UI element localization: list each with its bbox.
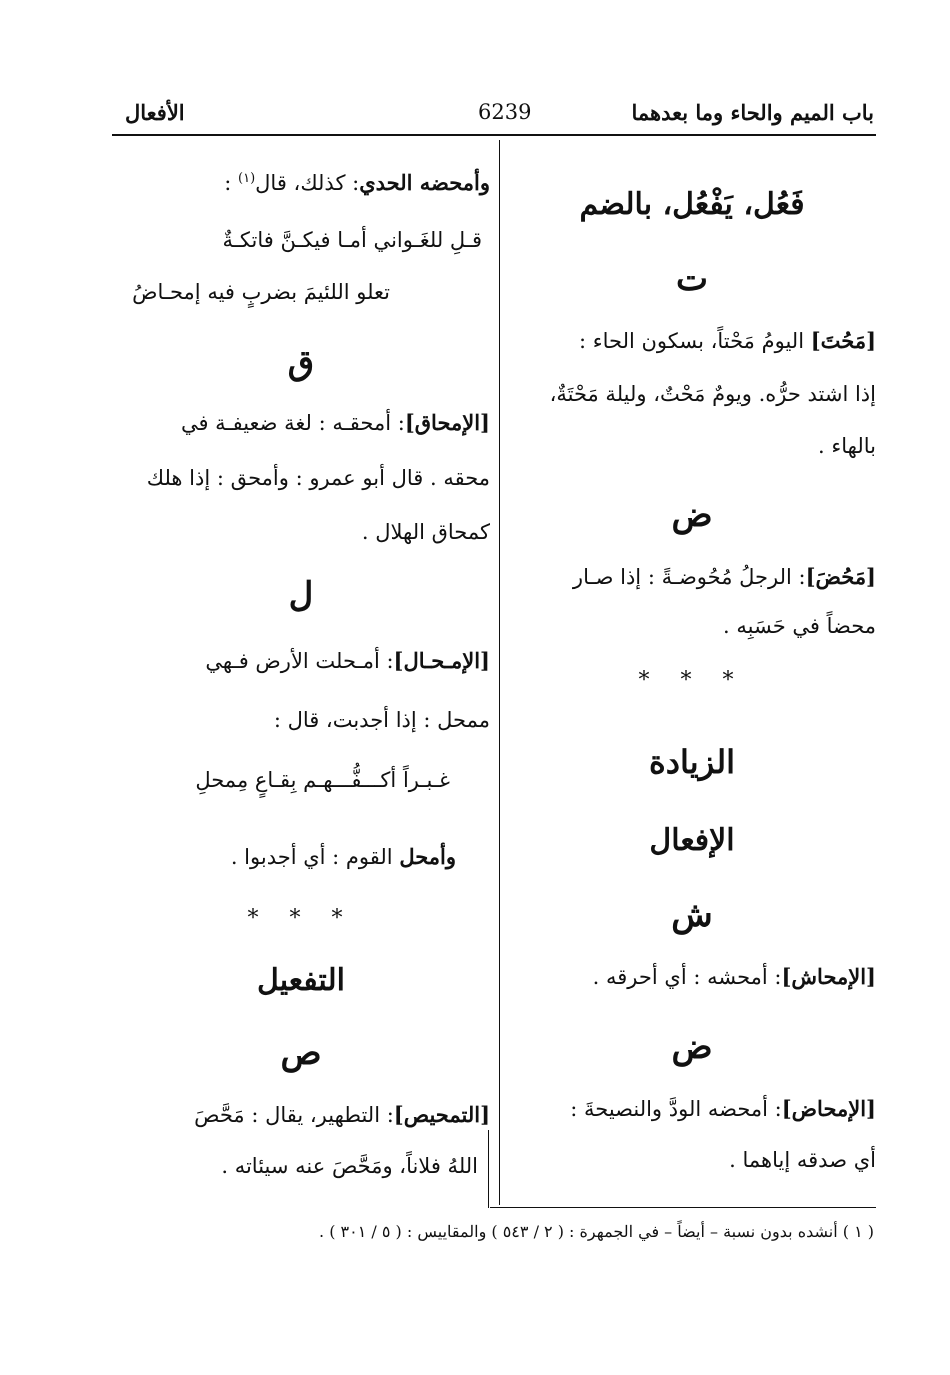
letter-heading-d: ض <box>671 1027 713 1067</box>
entry-headword: [الإمـحـال] <box>393 648 490 673</box>
footnote-ref: (١) <box>238 171 256 186</box>
entry-imhash: [الإمحاش]: أمحشه : أي أحرقه . <box>592 964 876 989</box>
letter-heading-d: ض <box>671 495 713 535</box>
entry-tamhis-line1: [التمحيص]: التطهير، يقال : مَحَّصَ <box>194 1102 490 1127</box>
entry-headword: [الإمحاض] <box>781 1096 876 1121</box>
entry-amhala: وأمحل القوم : أي أجدبوا . <box>230 844 456 869</box>
verse-line3: غـبـراً أكـــفُّـــهـم بِقـاعٍ مِمحلِ <box>195 768 450 792</box>
entry-headword: [مَحُضَ] <box>805 564 876 589</box>
section-separator: * * * <box>638 668 746 693</box>
entry-amhadahu-line1: وأمحضه الحدي: كذلك، قال$^{(١)}$ : <box>224 170 490 195</box>
header-rule <box>112 134 876 136</box>
section-title-fa3ul: فَعُل، يَفْعُل، بالضم <box>579 187 805 222</box>
column-divider <box>499 140 500 1205</box>
section-title-tafil: التفعيل <box>257 963 345 998</box>
verse-line2: تعلو اللئيمَ بضربٍ فيه إمحـاضُ <box>132 280 390 304</box>
entry-headword: [التمحيص] <box>393 1102 490 1127</box>
entry-mahut-line2: إذا اشتد حرُّه. ويومٌ مَحْتٌ، وليلة مَحْتَةٌ، <box>549 382 876 406</box>
letter-heading-s: ص <box>280 1033 322 1073</box>
entry-headword: [الإمحاق] <box>404 410 490 435</box>
letter-heading-sh: ش <box>671 895 713 935</box>
entry-tamhis-line2: اللهُ فلاناً، ومَحَّصَ عنه سيئاته . <box>221 1154 478 1178</box>
entry-headword: [الإمحاش] <box>781 964 876 989</box>
header-section-title: الأفعال <box>125 100 185 125</box>
entry-mahud-line2: محضاً في حَسَبِه . <box>723 614 876 638</box>
verse-line1: قـلِ للغَـواني أمـا فيكـنَّ فاتكـةٌ <box>222 228 482 252</box>
entry-mahud-line1: [مَحُضَ]: الرجلُ مُحُوضـةً : إذا صـار <box>572 564 876 589</box>
section-title-ifal: الإفعال <box>649 823 735 858</box>
entry-imhad-line2: أي صدقه إياهما . <box>729 1148 876 1172</box>
section-separator: * * * <box>247 906 355 931</box>
footnote: ( ١ ) أنشده بدون نسبة – أيضاً – في الجمهرة : ( ٢ / ٥٤٣ ) والمقاييس : ( ٥ / ٣٠١ ) . <box>319 1222 874 1241</box>
entry-imhal-line2: ممحل : إذا أجدبت، قال : <box>273 708 490 732</box>
entry-imhaq-line1: [الإمحاق]: أمحقـه : لغة ضعيفـة في <box>180 410 490 435</box>
letter-heading-q: ق <box>287 343 315 383</box>
page-number: 6239 <box>478 100 532 124</box>
footnote-rule <box>490 1207 876 1208</box>
header-chapter-title: باب الميم والحاء وما بعدهما <box>631 100 874 125</box>
entry-imhal-line1: [الإمـحـال]: أمـحلت الأرض فـهي <box>205 648 490 673</box>
letter-heading-l: ل <box>288 575 314 615</box>
entry-imhad-line1: [الإمحاض]: أمحضه الودَّ والنصيحةَ : <box>570 1096 876 1121</box>
letter-heading-t: ت <box>675 259 708 299</box>
entry-mahut-line3: بالهاء . <box>818 434 876 458</box>
entry-headword: [مَحُتَ] <box>810 328 876 353</box>
column-divider-lower <box>488 1130 489 1208</box>
entry-headword: وأمحضه الحدي <box>359 170 490 195</box>
entry-mahut-line1: [مَحُتَ] اليومُ مَحْتاً، بسكون الحاء : <box>579 328 876 353</box>
entry-imhaq-line2: محقه . قال أبو عمرو : وأمحق : إذا هلك <box>146 466 490 490</box>
section-title-ziyada: الزيادة <box>649 743 735 781</box>
entry-imhaq-line3: كمحاق الهلال . <box>361 520 490 544</box>
entry-headword: وأمحل <box>399 844 456 869</box>
